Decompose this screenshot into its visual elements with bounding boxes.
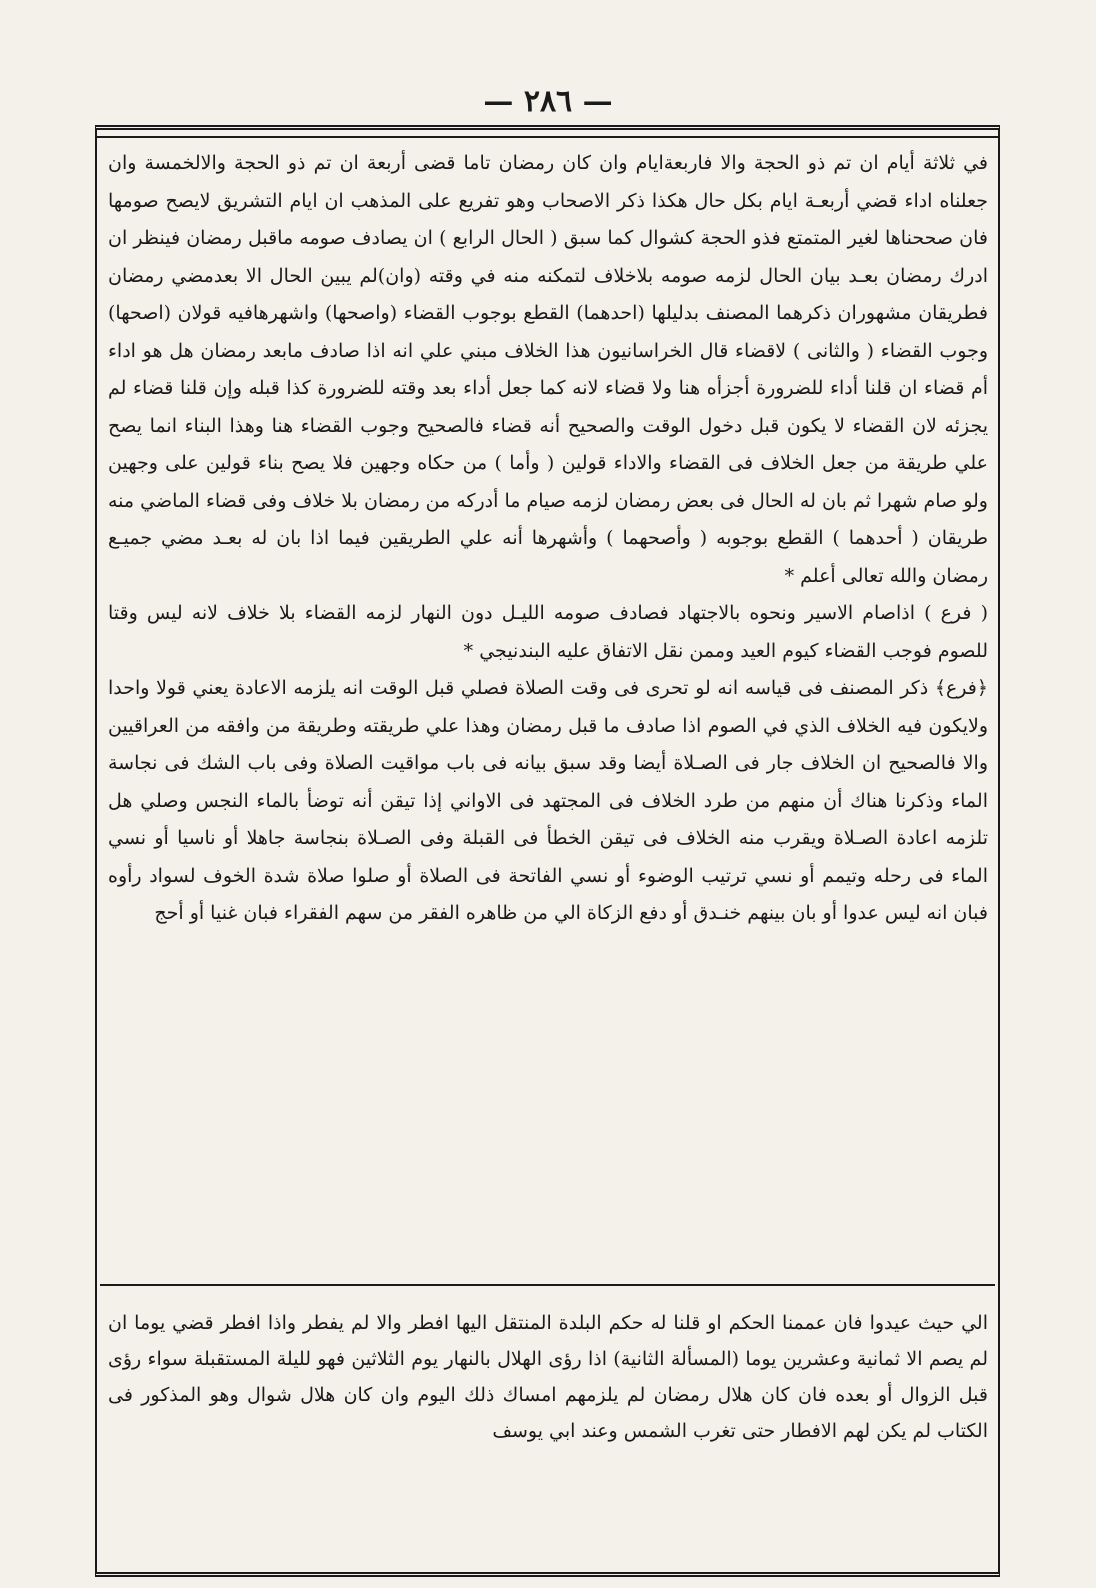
- page-number: — ٢٨٦ —: [483, 84, 613, 119]
- footnote-divider: [100, 1284, 995, 1286]
- main-paragraph-3: ﴿فرع﴾ ذكر المصنف فى قياسه انه لو تحرى فى وقت الصلاة فصلي قبل الوقت انه يلزمه الاعادة يعني قولا واحدا ولايكون فيه الخلاف الذي في الصوم اذا صادف ما قبل رمضان وهذا علي طريقته وطريقة من وافقه من العراقيين والا فالصحيح ان الخلاف جار فى الصـلاة أيضا وقد سبق بيانه فى باب مواقيت الصلاة وفى باب الشك فى نجاسة الماء وذكرنا هناك أن منهم من طرد الخلاف فى المجتهد فى الاواني إذا تيقن أنه توضأ بالماء النجس وصلي هل تلزمه اعادة الصـلاة ويقرب منه الخلاف فى تيقن الخطأ فى القبلة وفى الصـلاة بنجاسة جاهلا أو ناسيا أو نسي الماء فى رحله وتيمم أو نسي ترتيب الوضوء أو نسي الفاتحة فى الصلاة أو صلوا صلاة شدة الخوف لسواد رأوه فبان انه ليس عدوا أو بان بينهم خنـدق أو دفع الزكاة الي من ظاهره الفقر من سهم الفقراء فبان غنيا أو أحج: [108, 677, 988, 924]
- footnote-text: الي حيث عيدوا فان عممنا الحكم او قلنا له حكم البلدة المنتقل اليها افطر والا لم يفطر واذا افطر قضي يوما ان لم يصم الا ثمانية وعشرين يوما (المسألة الثانية) اذا رؤى الهلال بالنهار يوم الثلاثين فهو لليلة المستقبلة سواء رؤى قبل الزوال أو بعده فان كان هلال رمضان لم يلزمهم امساك ذلك اليوم وان كان هلال شوال وهو المذكور فى الكتاب لم يكن لهم الافطار حتى تغرب الشمس وعند ابي يوسف: [108, 1312, 988, 1442]
- main-text-block: [108, 145, 988, 1280]
- main-paragraph-1: في ثلاثة أيام ان تم ذو الحجة والا فاربعةايام وان كان رمضان تاما قضى أربعة ان تم ذو الحجة والالخمسة وان جعلناه اداء قضي أربعـة ايام بكل حال هكذا ذكر الاصحاب وهو تفريع على المذهب ان ايام التشريق لايصح صومها فان صححناها لغير المتمتع فذو الحجة كشوال كما سبق ( الحال الرابع ) ان يصادف صومه ماقبل رمضان فينظر ان ادرك رمضان بعـد بيان الحال لزمه صومه بلاخلاف لتمكنه منه في وقته (وان)لم يبين الحال الا بعدمضي رمضان فطريقان مشهوران ذكرهما المصنف بدليلها (احدهما) القطع بوجوب القضاء (واصحها) واشهرهافيه قولان (اصحها) وجوب القضاء ( والثانى ) لاقضاء قال الخراسانيون هذا الخلاف مبني علي انه اذا صادف مابعد رمضان هل هو اداء أم قضاء ان قلنا أداء للضرورة أجزأه هنا ولا قضاء لانه كما جعل أداء بعد وقته للضرورة كذا قبله وإن قلنا قضاء لم يجزئه لان القضاء لا يكون قبل دخول الوقت والصحيح أنه قضاء فالصحيح وجوب القضاء هنا وهذا البناء انما يصح علي طريقة من جعل الخلاف فى القضاء والاداء قولين ( وأما ) من حكاه وجهين فلا يصح بناء قولين على وجهين ولو صام شهرا ثم بان له الحال فى بعض رمضان لزمه صيام ما أدركه من رمضان بلا خلاف وفى قضاء الماضي منه طريقان ( أحدهما ) القطع بوجوبه ( وأصحهما ) وأشهرها أنه علي الطريقين فيما اذا بان له بعـد مضي جميـع رمضان والله تعالى أعلم *: [108, 152, 988, 587]
- footnote-block: [108, 1305, 988, 1560]
- main-paragraph-2: ( فرع ) اذاصام الاسير ونحوه بالاجتهاد فصادف صومه الليـل دون النهار لزمه القضاء بلا خلاف لانه ليس وقتا للصوم فوجب القضاء كيوم العيد وممن نقل الاتفاق عليه البندنيجي *: [108, 602, 988, 662]
